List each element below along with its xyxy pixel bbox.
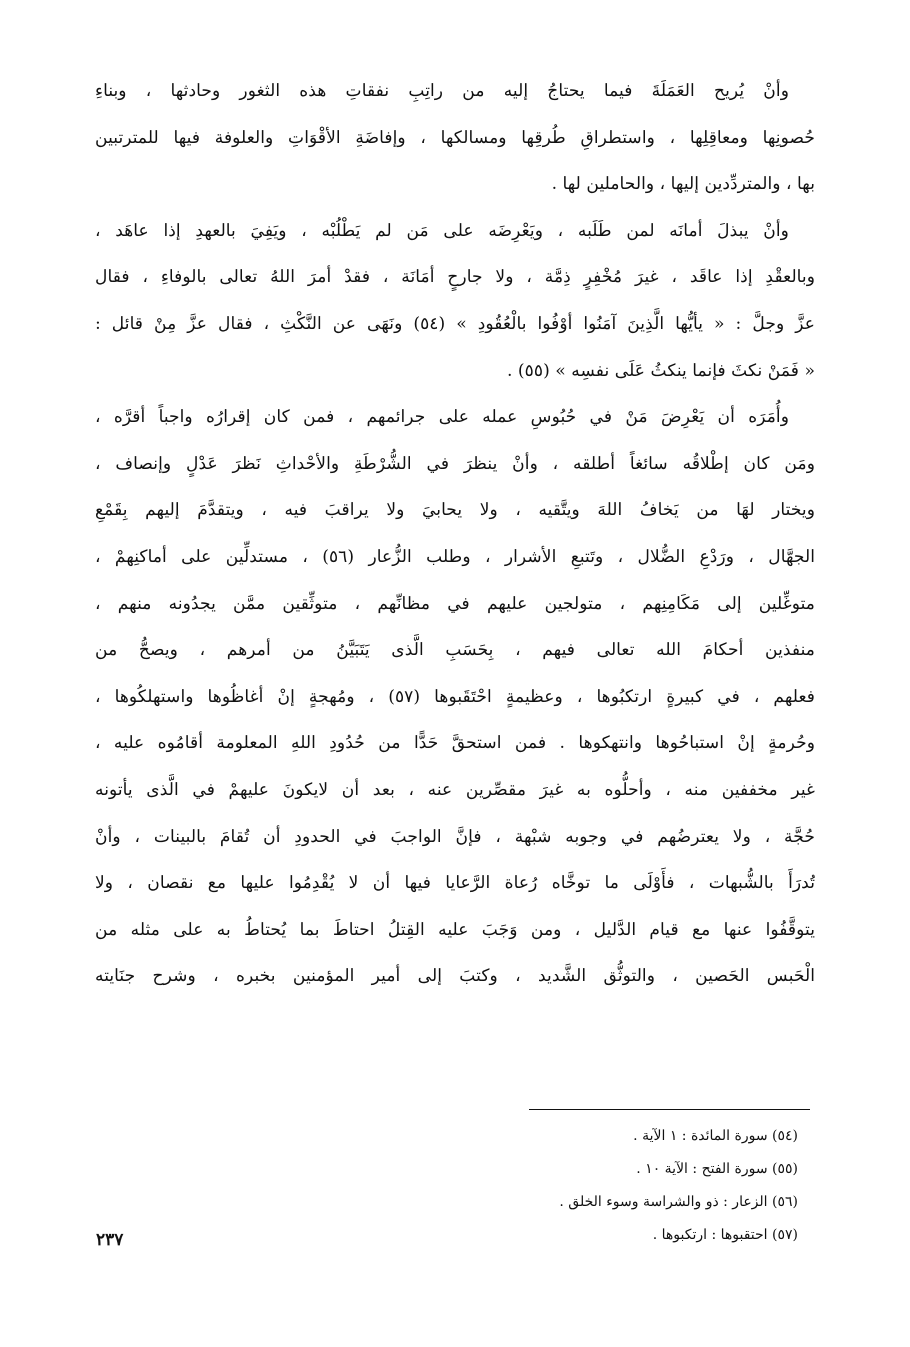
text-line: تُدرَأَ بالشُّبهات ، فأَوْلَى ما توخَّاه رُعاة الرَّعايا فيها أن لا يُقْدِمُوا عليها مع نقصان ، ولا (95, 873, 815, 894)
footnotes-block (380, 1120, 798, 1252)
text-line: متوغِّلين إلى مَكَامِنِهم ، متولجين عليهم في مظانِّهم ، متوثِّقين ممَّن يجدُونه منهم ، (95, 593, 815, 614)
text-line: ويختار لهَا من يَخافُ اللهَ ويتَّقيه ، ولا يحابيَ ولا يراقبَ فيه ، ويتقدَّمَ إليهم بِقَمْعِ (95, 500, 815, 521)
text-line: منفذين أحكامَ الله تعالى فيهم ، بِحَسَبِ الَّذى يَتَبَيَّنُ من أمرهم ، ويصحُّ من (95, 640, 815, 661)
text-line: وأنْ يُريح العَمَلَةَ فيما يحتاجُ إليه من راتِبِ نفقاتِ هذه الثغور وحادثها ، وبناءِ (95, 81, 789, 101)
text-line: الجهَّال ، ورَدْعِ الضُّلال ، وتَتبعِ الأشرار ، وطلب الزُّعار (٥٦) ، مستدلِّين على أماكنِهمْ ، (95, 546, 815, 567)
text-line: وبالعقْدِ إذا عاقَد ، غيرَ مُخْفِرٍ ذِمَّة ، ولا جارحٍ أمَانَة ، فقدْ أمرَ اللهُ تعالى بالوفاءِ ، فقال (95, 267, 815, 288)
text-line: حُجَّة ، ولا يعترضُهم في وجوبه شبْهة ، فإنَّ الواجبَ في الحدودِ أن تُقامَ بالبينات ، وأنْ (95, 826, 815, 847)
text-line: الْحَبس الحَصين ، والتوثُّق الشَّديد ، وكتبَ إلى أمير المؤمنين بخبره ، وشرح جنَايته (95, 966, 815, 987)
text-line: بها ، والمتردِّدين إليها ، والحاملين لها . (551, 174, 815, 195)
text-line: « فَمَنْ نكثَ فإنما ينكثُ عَلَى نفسِه » (٥٥) . (507, 360, 815, 381)
text-line: غير مخففين منه ، وأحلُّوه به غيرَ مقصِّرين عنه ، بعد أن لايكونَ عليهمْ في الَّذى يأتونه (95, 779, 815, 800)
text-line: حُصونِها ومعاقِلِها ، واستطراقِ طُرقِها ومسالكها ، وإفاضَةِ الأقْوَاتِ والعلوفة فيها للمترتبين (95, 127, 815, 148)
text-line: ومَن كان إطْلاقُه سائغاً أطلقه ، وأنْ ينظرَ في الشُّرْطَةِ والأحْداثِ نَظرَ عَدْلٍ وإنصاف ، (95, 453, 815, 474)
footnote-56: (٥٦) الزعار : ذو والشراسة وسوء الخلق . (559, 1194, 798, 1210)
text-line: فعلهم ، في كبيرةٍ ارتكبُوها ، وعظيمةٍ احْتَقَبوها (٥٧) ، ومُهجةٍ إنْ أغاظُوها واستهلكُوها ، (95, 686, 815, 707)
text-line: وأنْ يبذلَ أمانَه لمن طَلَبه ، ويَعْرِضَه على مَن لم يَطْلُبْه ، ويَفِيَ بالعهدِ إذا عاهَد ، (95, 220, 789, 241)
text-line: وحُرمةٍ إنْ استباحُوها وانتهكوها . فمن استحقَّ حَدًّا من حُدُودِ اللهِ المعلومة أقامُوه عليه ، (95, 733, 815, 754)
footnote-57: (٥٧) احتقبوها : ارتكبوها . (652, 1227, 798, 1243)
text-line: يتوقَّفُوا عنها مع قيام الدَّليل ، ومن وَجَبَ عليه القِتلُ احتاطَ بما يُحتاطُ به على مثله من (95, 919, 815, 940)
text-line: وأُمَرَه أن يَعْرِضَ مَنْ في حُبُوسِ عمله على جرائمهم ، فمن كان إقرارُه واجباً أقرَّه ، (95, 407, 789, 428)
footnote-55: (٥٥) سورة الفتح : الآية ١٠ . (636, 1161, 798, 1177)
footnote-divider (529, 1109, 810, 1110)
page-number: ٢٣٧ (96, 1230, 124, 1250)
footnote-54: (٥٤) سورة المائدة : ١ الآية . (633, 1128, 798, 1144)
text-line: عزَّ وجلَّ : « يأيُّها الَّذِينَ آمَنُوا أوْفُوا بالْعُقُودِ » (٥٤) ونَهَى عن النَّكْثِ ، فقال عزَّ مِنْ قائل : (95, 313, 815, 334)
main-text-block (95, 68, 815, 1000)
